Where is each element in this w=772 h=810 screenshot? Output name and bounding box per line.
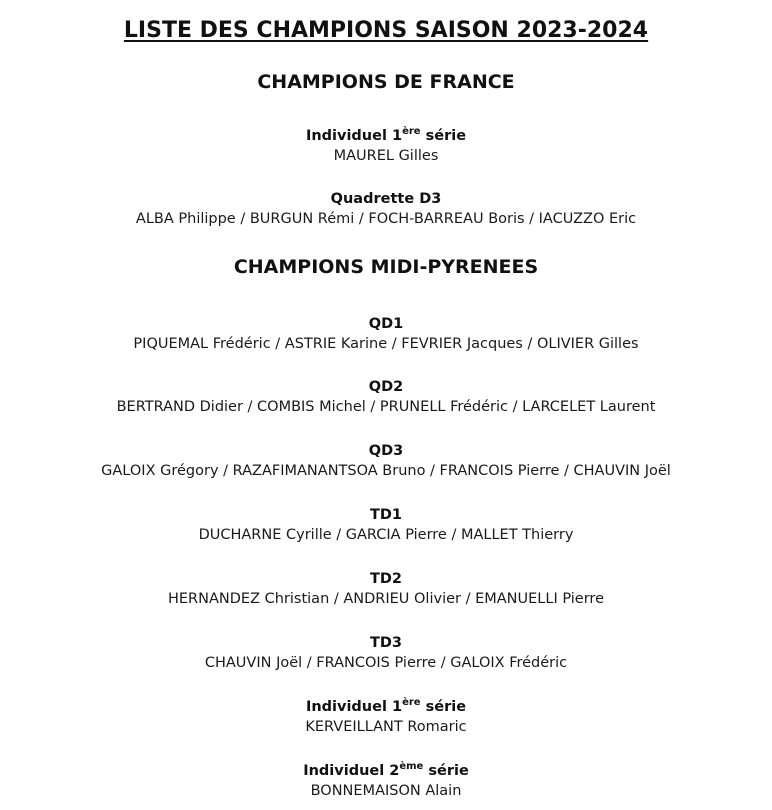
list-item (0, 697, 772, 737)
champion-names: ALBA Philippe / BURGUN Rémi / FOCH-BARREAU Boris / IACUZZO Eric (135, 211, 637, 227)
list-item (0, 314, 772, 354)
list-item (0, 189, 772, 229)
champion-names: HERNANDEZ Christian / ANDRIEU Olivier / EMANUELLI Pierre (167, 591, 604, 607)
category-label: Individuel 1ère série (305, 697, 467, 715)
list-item (0, 126, 772, 166)
section-heading-france: CHAMPIONS DE FRANCE (257, 71, 515, 93)
champion-names: KERVEILLANT Romaric (305, 719, 467, 735)
list-item (0, 377, 772, 417)
section-heading-midi-pyrenees: CHAMPIONS MIDI-PYRENEES (233, 256, 539, 278)
champion-names: DUCHARNE Cyrille / GARCIA Pierre / MALLET Thierry (198, 527, 574, 543)
champion-names: MAUREL Gilles (333, 148, 439, 164)
category-label: QD3 (368, 443, 404, 459)
champion-names: PIQUEMAL Frédéric / ASTRIE Karine / FEVRIER Jacques / OLIVIER Gilles (133, 336, 639, 352)
champion-names: BONNEMAISON Alain (310, 783, 462, 799)
list-item (0, 441, 772, 481)
list-item (0, 633, 772, 673)
category-label: Individuel 1ère série (305, 126, 467, 144)
category-label: QD2 (368, 379, 404, 395)
champion-names: CHAUVIN Joël / FRANCOIS Pierre / GALOIX Frédéric (204, 655, 568, 671)
page-title: LISTE DES CHAMPIONS SAISON 2023-2024 (123, 18, 649, 43)
category-label: QD1 (368, 316, 404, 332)
champion-names: BERTRAND Didier / COMBIS Michel / PRUNELL Frédéric / LARCELET Laurent (116, 399, 656, 415)
list-item (0, 569, 772, 609)
champion-names: GALOIX Grégory / RAZAFIMANANTSOA Bruno / FRANCOIS Pierre / CHAUVIN Joël (101, 463, 671, 479)
category-label: TD1 (369, 507, 403, 523)
category-label: TD3 (369, 635, 403, 651)
category-label: Individuel 2ème série (303, 761, 469, 779)
list-item (0, 505, 772, 545)
category-label: Quadrette D3 (330, 191, 442, 207)
category-label: TD2 (369, 571, 403, 587)
list-item (0, 761, 772, 801)
